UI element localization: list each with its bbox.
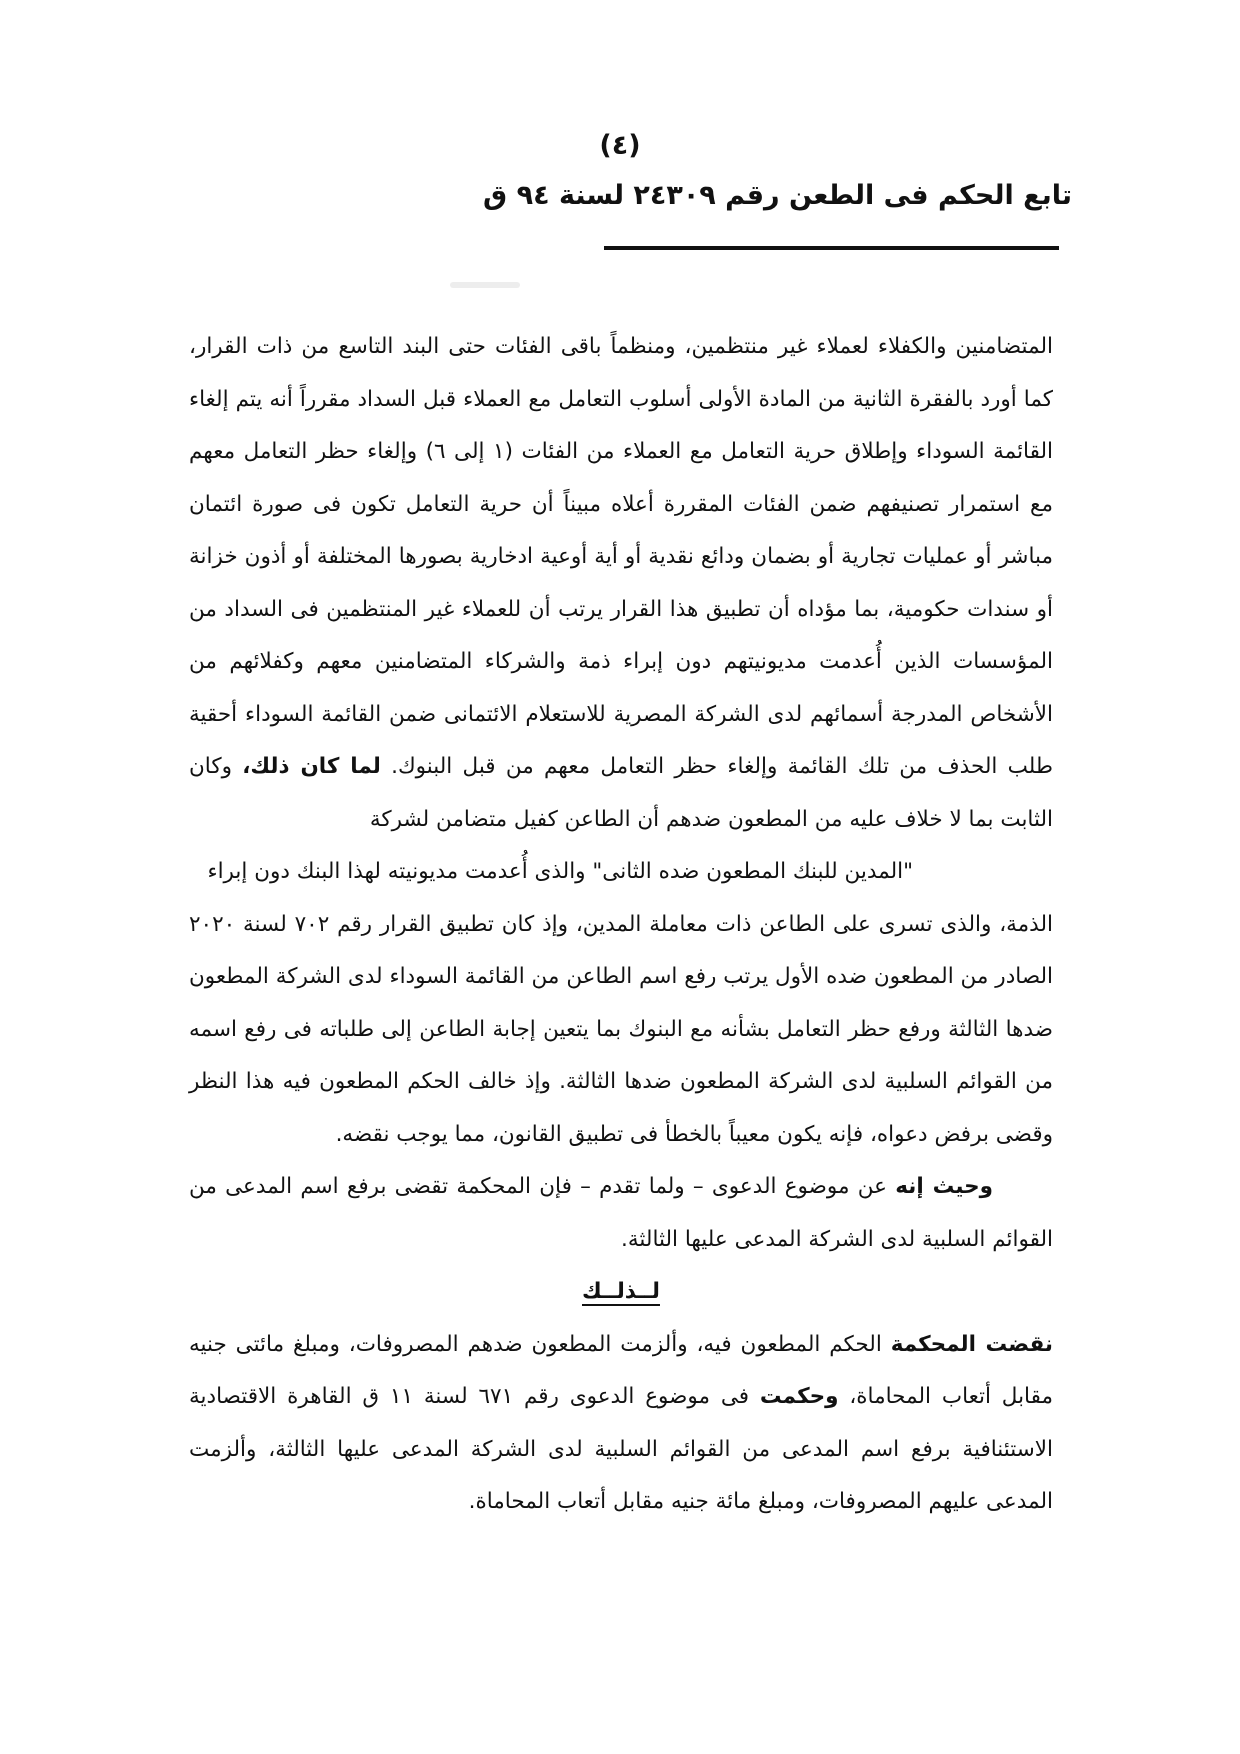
- bold-phrase: وحكمت: [759, 1384, 839, 1409]
- paragraph-ruling: [189, 1319, 1053, 1529]
- case-header: تابع الحكم فى الطعن رقم ٢٤٣٠٩ لسنة ٩٤ ق: [483, 180, 1072, 211]
- bold-phrase: وحيث إنه: [895, 1174, 993, 1199]
- paragraph-text: الحكم المطعون فيه، وألزمت المطعون ضدهم المصروفات، ومبلغ مائتى جنيه مقابل أتعاب المحاماة،: [189, 1331, 1053, 1409]
- paragraph-merits: [189, 1161, 1053, 1266]
- paragraph-text: وكان الثابت بما لا خلاف عليه من المطعون ضدهم أن الطاعن كفيل متضامن لشركة: [189, 754, 1053, 832]
- judgment-body: [189, 321, 1053, 1529]
- paragraph-legal-reasoning: [189, 321, 1053, 846]
- paragraph-text: عن موضوع الدعوى – ولما تقدم – فإن المحكمة تقضى برفع اسم المدعى من القوائم السلبية لدى الشركة المدعى عليها الثالثة.: [189, 1174, 1053, 1252]
- header-divider: [604, 246, 1059, 250]
- paragraph-text: فى موضوع الدعوى رقم ٦٧١ لسنة ١١ ق القاهرة الاقتصادية الاستئنافية برفع اسم المدعى من القوائم السلبية لدى الشركة المدعى عليها الثالثة، وألزمت المدعى عليهم المصروفات، ومبلغ مائة جنيه مقابل أتعاب المحاماة.: [189, 1384, 1053, 1514]
- scan-smudge: [450, 282, 520, 288]
- bold-phrase: نقضت المحكمة: [890, 1331, 1053, 1357]
- section-title-therefore: لــذلــك: [582, 1279, 660, 1304]
- paragraph-text: المتضامنين والكفلاء لعملاء غير منتظمين، ومنظماً باقى الفئات حتى البند التاسع من ذات القرار، كما أورد بالفقرة الثانية من المادة الأولى أسلوب التعامل مع العملاء قبل السداد مقرراً أنه يتم إلغاء القائمة السوداء وإطلاق حرية التعامل مع العملاء من الفئات (١ إلى ٦) وإلغاء حظر التعامل معهم مع استمرار تصنيفهم ضمن الفئات المقررة أعلاه مبيناً أن حرية التعامل تكون فى صورة ائتمان مباشر أو عمليات تجارية أو بضمان ودائع نقدية أو أية أوعية ادخارية بصورها المختلفة أو أذون خزانة أو سندات حكومية، بما مؤداه أن تطبيق هذا القرار يرتب أن للعملاء غير المنتظمين فى السداد من المؤسسات الذين أُعدمت مديونيتهم دون إبراء ذمة والشركاء المتضامنين معهم وكفلائهم من الأشخاص المدرجة أسمائهم لدى الشركة المصرية للاستعلام الائتمانى ضمن القائمة السوداء أحقية طلب الحذف من تلك القائمة وإلغاء حظر التعامل معهم من قبل البنوك.: [189, 334, 1053, 779]
- paragraph-application: الذمة، والذى تسرى على الطاعن ذات معاملة المدين، وإذ كان تطبيق القرار رقم ٧٠٢ لسنة ٢٠٢٠ الصادر من المطعون ضده الأول يرتب رفع اسم الطاعن من القائمة السوداء لدى الشركة المطعون ضدها الثالثة ورفع حظر التعامل بشأنه مع البنوك بما يتعين إجابة الطاعن إلى طلباته فى رفع اسمه من القوائم السلبية لدى الشركة المطعون ضدها الثالثة. وإذ خالف الحكم المطعون فيه هذا النظر وقضى برفض دعواه، فإنه يكون معيباً بالخطأ فى تطبيق القانون، مما يوجب نقضه.: [189, 911, 1053, 1147]
- bold-phrase: لما كان ذلك،: [242, 754, 381, 779]
- page-number: (٤): [599, 130, 641, 161]
- paragraph-quoted-debtor: "المدين للبنك المطعون ضده الثانى" والذى أُعدمت مديونيته لهذا البنك دون إبراء: [207, 859, 913, 884]
